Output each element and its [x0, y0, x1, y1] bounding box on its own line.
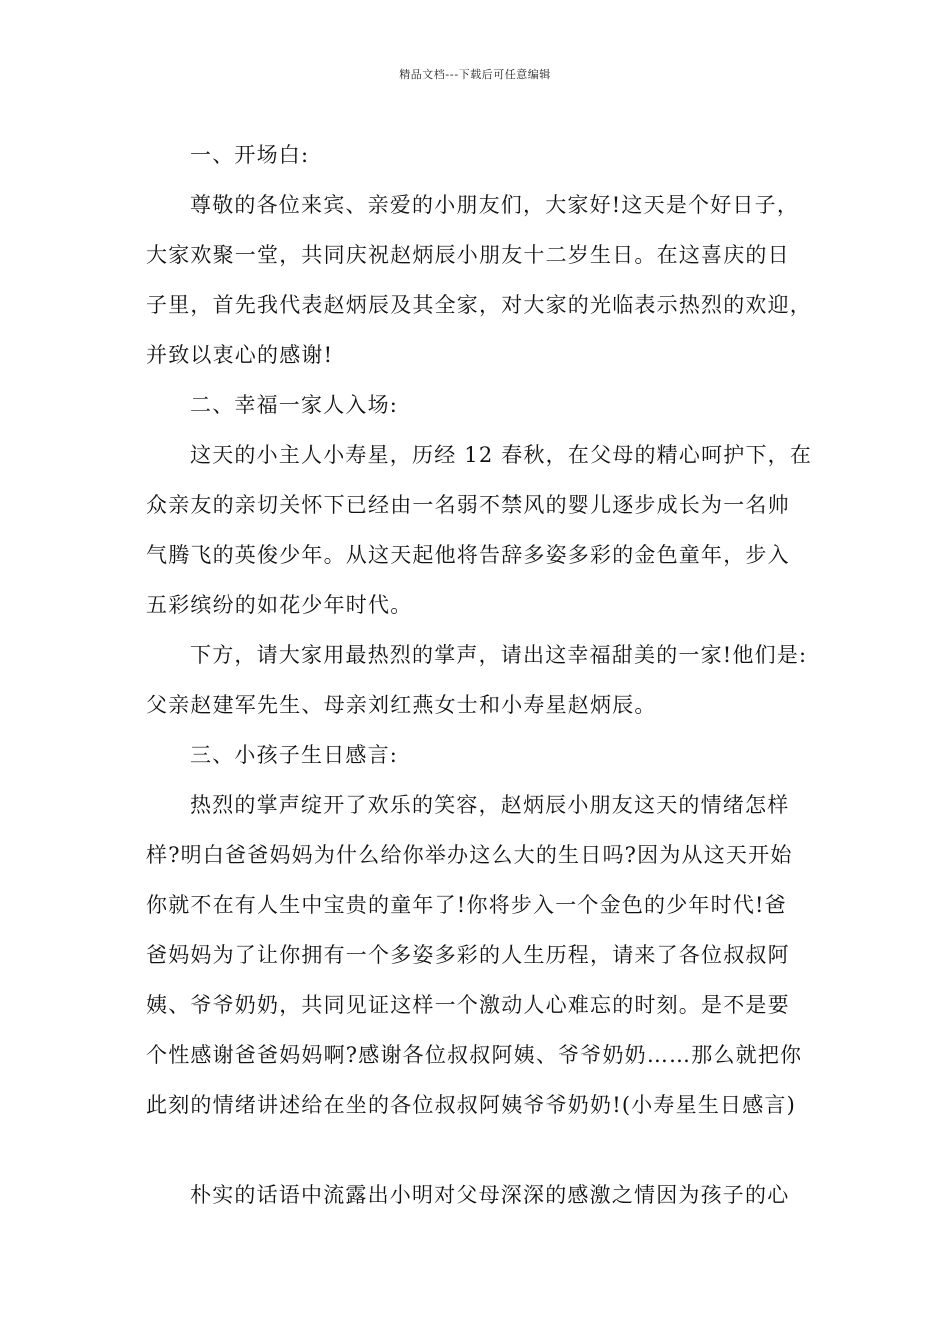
section-heading-birthday-speech: 三、小孩子生日感言: [190, 743, 399, 767]
paragraph-line: 样?明白爸爸妈妈为什么给你举办这么大的生日吗?因为从这天开始 [146, 843, 793, 867]
paragraph-line: 朴实的话语中流露出小明对父母深深的感激之情因为孩子的心 [190, 1183, 790, 1207]
section-heading-family-entrance: 二、幸福一家人入场: [190, 393, 399, 417]
paragraph-line: 大家欢聚一堂，共同庆祝赵炳辰小朋友十二岁生日。在这喜庆的日 [146, 243, 790, 267]
paragraph-line: 众亲友的亲切关怀下已经由一名弱不禁风的婴儿逐步成长为一名帅 [146, 493, 790, 517]
paragraph-line: 五彩缤纷的如花少年时代。 [146, 593, 413, 617]
paragraph-line: 爸妈妈为了让你拥有一个多姿多彩的人生历程，请来了各位叔叔阿 [146, 943, 790, 967]
paragraph-line: 热烈的掌声绽开了欢乐的笑容，赵炳辰小朋友这天的情绪怎样 [190, 793, 790, 817]
paragraph-line: 个性感谢爸爸妈妈啊?感谢各位叔叔阿姨、爷爷奶奶……那么就把你 [146, 1043, 803, 1067]
paragraph-line: 父亲赵建军先生、母亲刘红燕女士和小寿星赵炳辰。 [146, 693, 657, 717]
header-note: 精品文档---下载后可任意编辑 [399, 68, 551, 81]
section-heading-opening: 一、开场白: [190, 143, 310, 167]
paragraph-line: 子里，首先我代表赵炳辰及其全家，对大家的光临表示热烈的欢迎， [146, 293, 812, 317]
paragraph-line: 并致以衷心的感谢! [146, 343, 334, 367]
paragraph-spacer [146, 1130, 826, 1170]
paragraph-line: 此刻的情绪讲述给在坐的各位叔叔阿姨爷爷奶奶!(小寿星生日感言) [146, 1093, 797, 1117]
paragraph-line: 姨、爷爷奶奶，共同见证这样一个激动人心难忘的时刻。是不是要 [146, 993, 790, 1017]
paragraph-line: 下方，请大家用最热烈的掌声，请出这幸福甜美的一家!他们是: [190, 643, 808, 667]
paragraph-line: 这天的小主人小寿星，历经 12 春秋，在父母的精心呵护下，在 [190, 443, 813, 467]
paragraph-line: 气腾飞的英俊少年。从这天起他将告辞多姿多彩的金色童年，步入 [146, 543, 790, 567]
paragraph-line: 你就不在有人生中宝贵的童年了!你将步入一个金色的少年时代!爸 [146, 893, 787, 917]
document-body [146, 130, 826, 1220]
paragraph-line: 尊敬的各位来宾、亲爱的小朋友们，大家好!这天是个好日子， [190, 193, 800, 217]
